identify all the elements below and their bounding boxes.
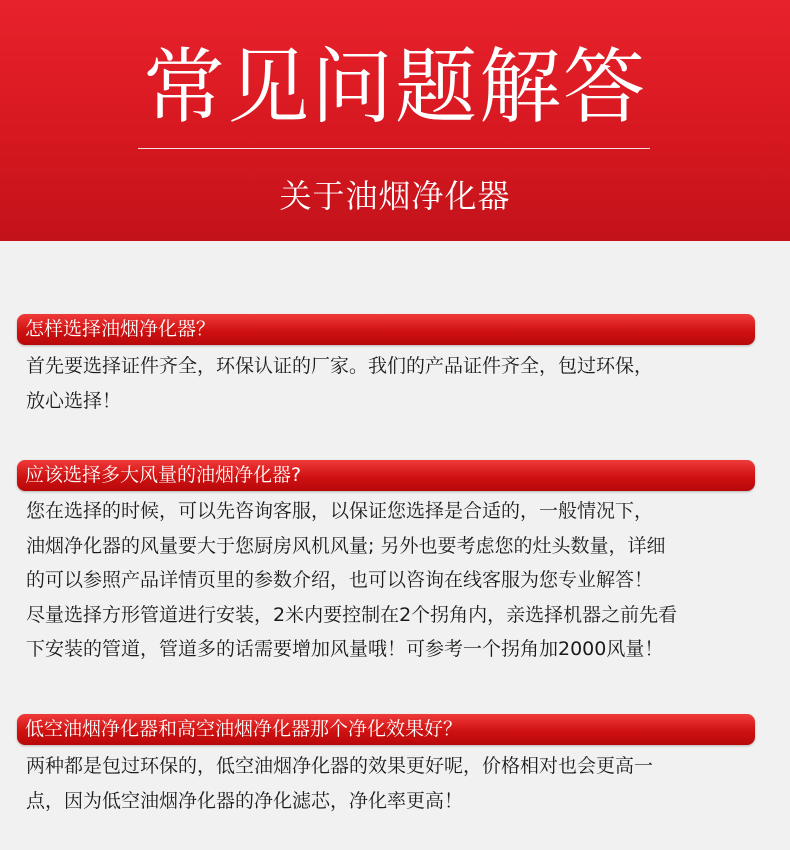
faq-answer — [26, 494, 771, 667]
answer-line: 点，因为低空油烟净化器的净化滤芯，净化率更高！ — [26, 789, 464, 812]
page-title: 常见问题解答 — [142, 40, 647, 135]
answer-line: 下安装的管道，管道多的话需要增加风量哦！可参考一个拐角加2000风量！ — [26, 638, 664, 660]
answer-line: 两种都是包过环保的，低空油烟净化器的效果更好呢，价格相对也会更高一 — [26, 755, 654, 777]
answer-line: 您在选择的时候，可以先咨询客服，以保证您选择是合适的，一般情况下， — [26, 500, 654, 522]
page-subtitle: 关于油烟净化器 — [279, 177, 511, 215]
faq-question: 应该选择多大风量的油烟净化器? — [17, 460, 755, 491]
answer-line: 的可以参照产品详情页里的参数介绍，也可以咨询在线客服为您专业解答！ — [26, 569, 654, 591]
faq-answer — [26, 749, 771, 818]
faq-question: 怎样选择油烟净化器？ — [17, 314, 755, 345]
answer-line: 尽量选择方形管道进行安装，2米内要控制在2个拐角内，亲选择机器之前先看 — [26, 603, 678, 626]
header-banner — [0, 0, 790, 241]
title-divider — [138, 148, 650, 149]
answer-line: 放心选择！ — [26, 389, 122, 412]
answer-line: 首先要选择证件齐全，环保认证的厂家。我们的产品证件齐全，包过环保， — [26, 355, 654, 377]
faq-answer — [26, 349, 771, 418]
answer-line: 油烟净化器的风量要大于您厨房风机风量; 另外也要考虑您的灶头数量，详细 — [26, 534, 666, 557]
faq-question: 低空油烟净化器和高空油烟净化器那个净化效果好？ — [17, 714, 755, 745]
